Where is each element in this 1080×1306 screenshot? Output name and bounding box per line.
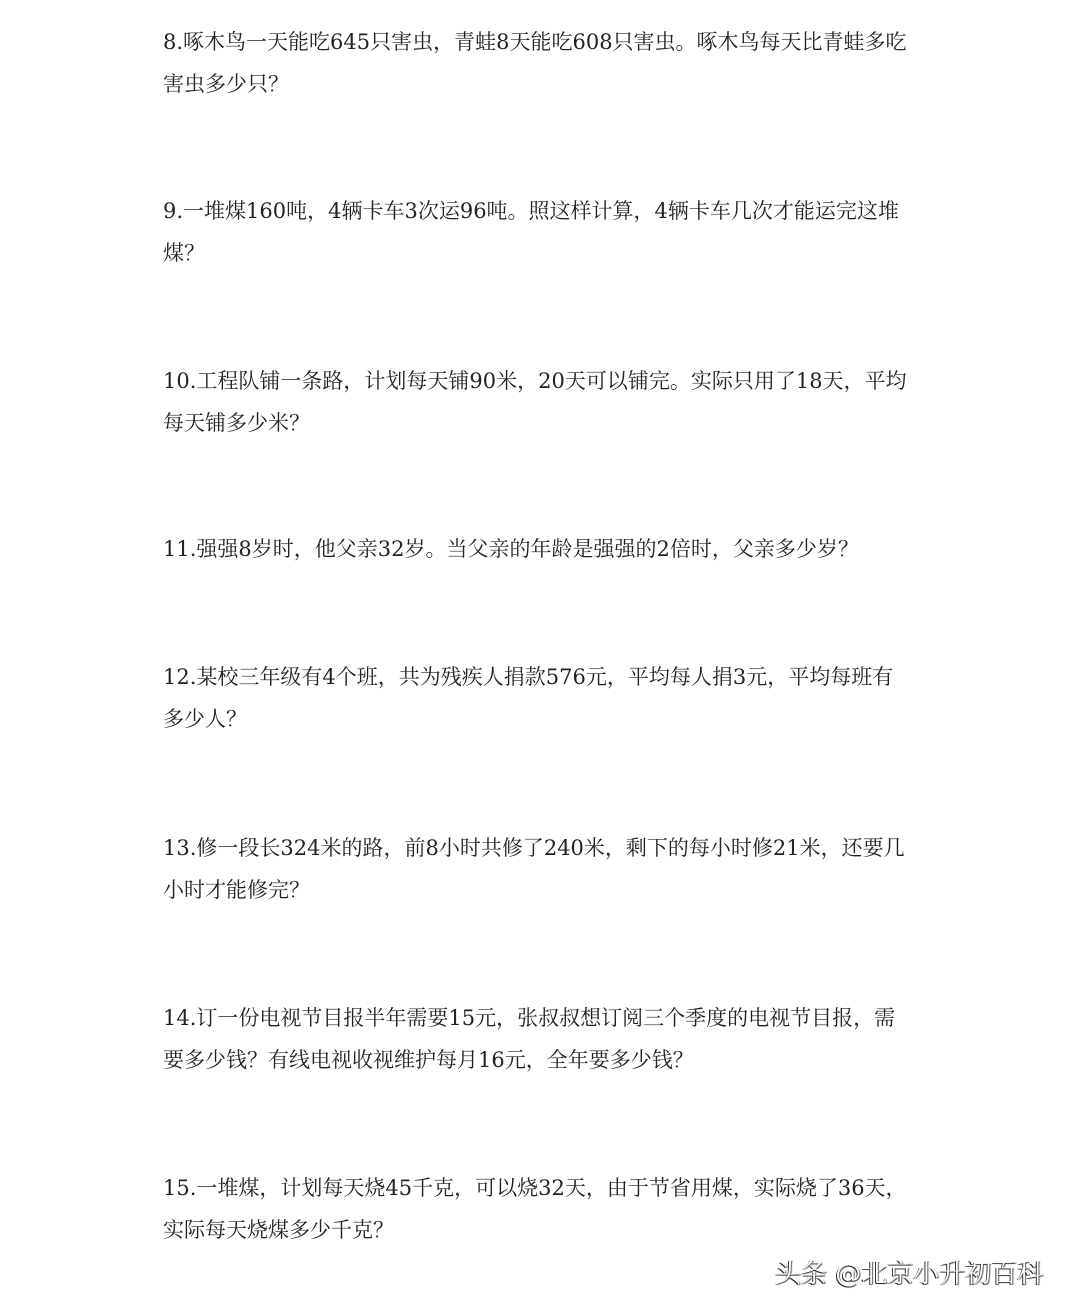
question-14 <box>163 997 895 1081</box>
question-line: 害虫多少只？ <box>163 72 289 96</box>
question-12 <box>163 656 893 740</box>
question-9 <box>163 190 899 274</box>
question-line: 11.强强8岁时，他父亲32岁。当父亲的年龄是强强的2倍时，父亲多少岁？ <box>163 537 859 561</box>
question-line: 9.一堆煤160吨，4辆卡车3次运96吨。照这样计算，4辆卡车几次才能运完这堆 <box>163 199 899 223</box>
question-8 <box>163 21 907 105</box>
question-line: 小时才能修完？ <box>163 878 310 902</box>
question-line: 多少人？ <box>163 707 247 731</box>
question-line: 15.一堆煤，计划每天烧45千克，可以烧32天，由于节省用煤，实际烧了36天， <box>163 1176 907 1200</box>
watermark: 头条 @北京小升初百科 <box>775 1259 1044 1289</box>
question-line: 10.工程队铺一条路，计划每天铺90米，20天可以铺完。实际只用了18天，平均 <box>163 369 907 393</box>
question-line: 每天铺多少米？ <box>163 411 310 435</box>
question-line: 14.订一份电视节目报半年需要15元，张叔叔想订阅三个季度的电视节目报，需 <box>163 1006 896 1030</box>
question-13 <box>163 827 905 911</box>
question-line: 煤？ <box>163 241 205 265</box>
question-line: 要多少钱？有线电视收视维护每月16元，全年要多少钱？ <box>163 1048 694 1072</box>
question-10 <box>163 360 907 444</box>
question-line: 12.某校三年级有4个班，共为残疾人捐款576元，平均每人捐3元，平均每班有 <box>163 665 894 689</box>
question-line: 实际每天烧煤多少千克？ <box>163 1218 394 1242</box>
question-15 <box>163 1167 907 1251</box>
question-11 <box>163 528 859 570</box>
question-line: 13.修一段长324米的路，前8小时共修了240米，剩下的每小时修21米，还要几 <box>163 836 905 860</box>
question-line: 8.啄木鸟一天能吃645只害虫，青蛙8天能吃608只害虫。啄木鸟每天比青蛙多吃 <box>163 30 907 54</box>
